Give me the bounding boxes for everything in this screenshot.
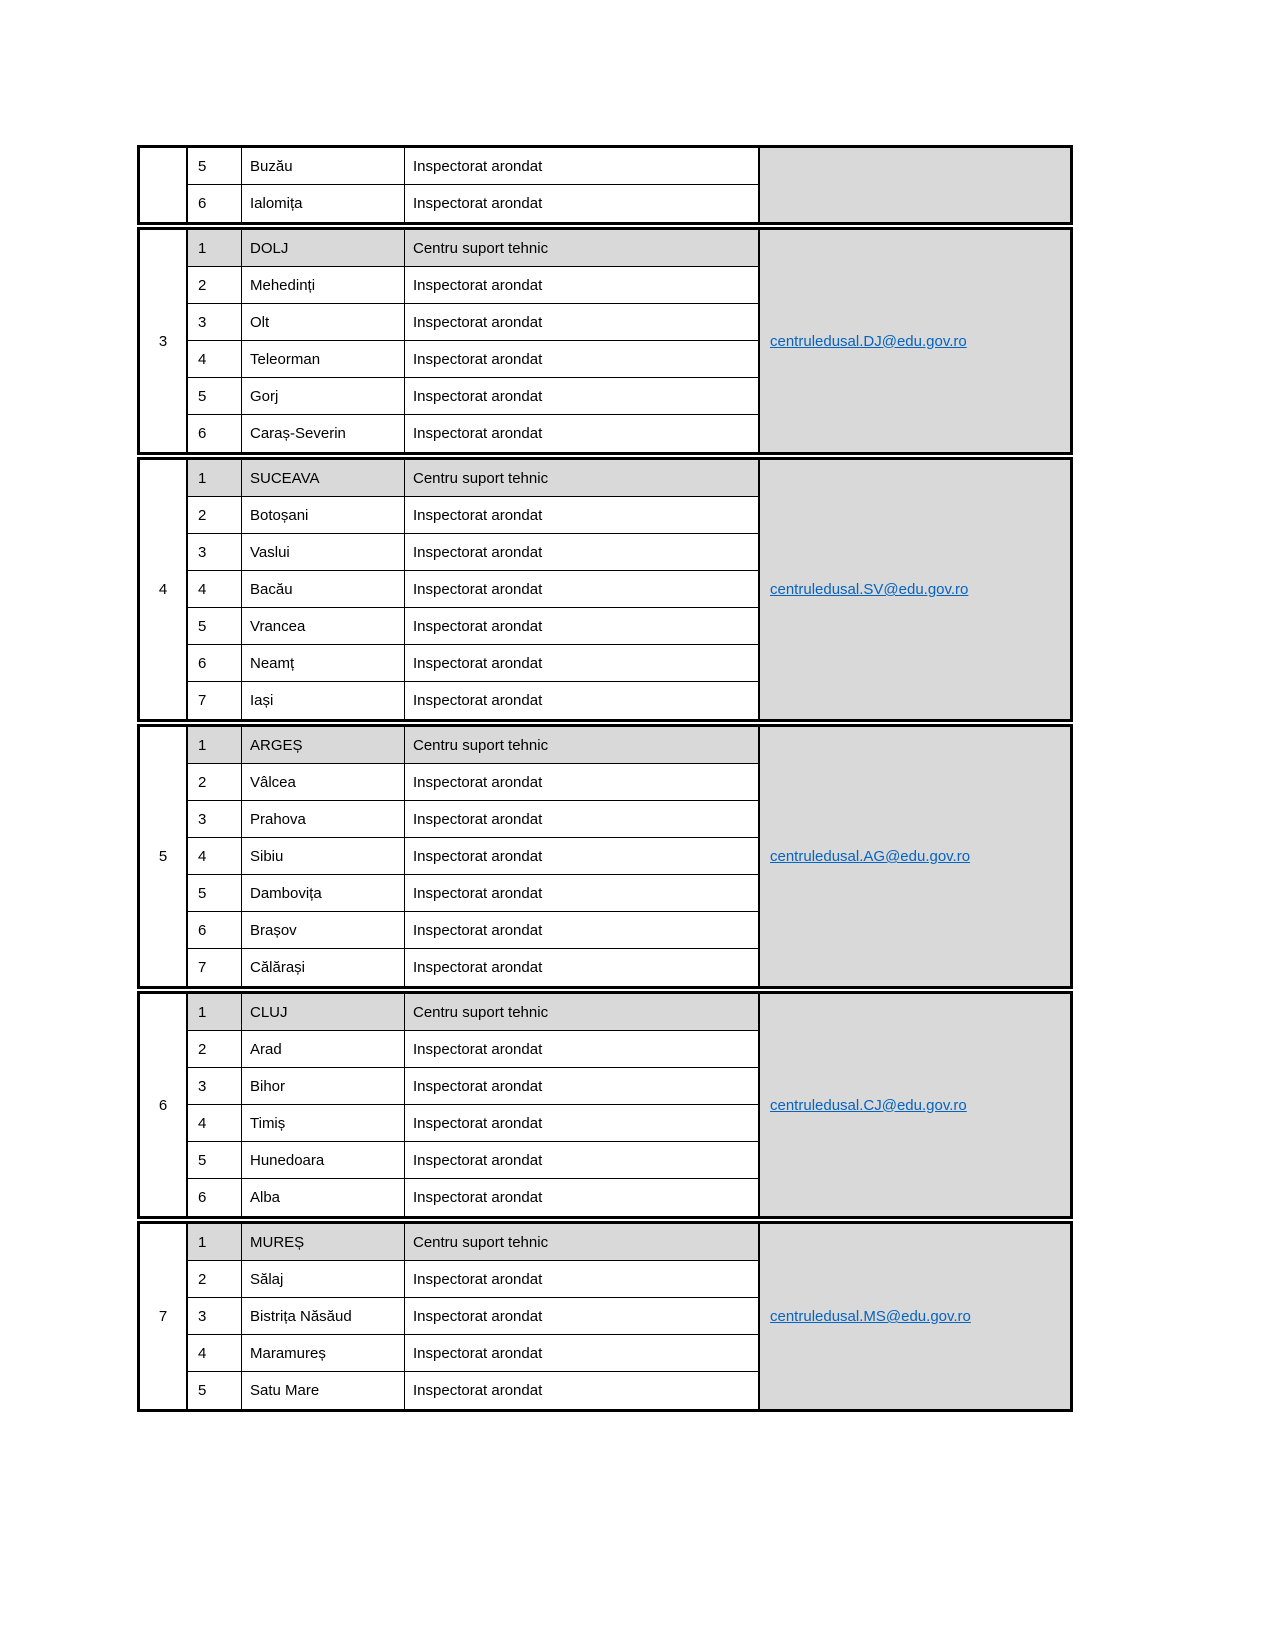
row-index: 4 [188, 341, 242, 377]
county-group [137, 145, 1073, 225]
table-row [188, 1224, 758, 1261]
role-label: Inspectorat arondat [413, 313, 543, 331]
table-row [188, 682, 758, 719]
rows-container [188, 1224, 758, 1409]
role-label: Inspectorat arondat [413, 580, 543, 598]
row-index: 1 [188, 1224, 242, 1260]
table-row [188, 1298, 758, 1335]
county-name: Buzău [242, 148, 405, 184]
county-name: MUREȘ [242, 1224, 405, 1260]
table-row [188, 1179, 758, 1216]
role-label: Inspectorat arondat [413, 195, 543, 212]
county-name: Ialomița [242, 185, 405, 222]
rows-container [188, 460, 758, 719]
role-label: Inspectorat arondat [413, 425, 543, 442]
email-cell [758, 994, 1070, 1216]
role-label: Inspectorat arondat [413, 1307, 543, 1325]
row-index: 6 [188, 912, 242, 948]
email-link[interactable]: centruledusal.SV@edu.gov.ro [770, 581, 969, 598]
county-name: ARGEȘ [242, 727, 405, 763]
row-index: 4 [188, 838, 242, 874]
county-name: Timiș [242, 1105, 405, 1141]
role-label: Inspectorat arondat [413, 1114, 543, 1132]
row-index: 5 [188, 148, 242, 184]
role-label: Centru suport tehnic [405, 230, 758, 266]
role-label: Inspectorat arondat [413, 847, 543, 865]
group-number: 7 [140, 1224, 188, 1409]
county-name: Gorj [242, 378, 405, 414]
group-number: 3 [140, 230, 188, 452]
group-number: 4 [140, 460, 188, 719]
role-label: Inspectorat arondat [413, 959, 543, 976]
county-name: Vaslui [242, 534, 405, 570]
county-name: Olt [242, 304, 405, 340]
table-row [188, 571, 758, 608]
county-name: Dambovița [242, 875, 405, 911]
row-index: 1 [188, 994, 242, 1030]
table-row [188, 801, 758, 838]
row-index: 5 [188, 1372, 242, 1409]
county-name: Caraș-Severin [242, 415, 405, 452]
table-row [188, 1031, 758, 1068]
role-label: Inspectorat arondat [413, 654, 543, 672]
row-index: 7 [188, 682, 242, 719]
county-name: Botoșani [242, 497, 405, 533]
row-index: 3 [188, 1068, 242, 1104]
table-row [188, 341, 758, 378]
row-index: 3 [188, 1298, 242, 1334]
table-row [188, 267, 758, 304]
email-cell [758, 230, 1070, 452]
county-name: Hunedoara [242, 1142, 405, 1178]
county-name: Mehedinți [242, 267, 405, 303]
row-index: 1 [188, 460, 242, 496]
county-group [137, 457, 1073, 722]
county-name: Arad [242, 1031, 405, 1067]
role-label: Inspectorat arondat [413, 773, 543, 791]
table-row [188, 838, 758, 875]
row-index: 2 [188, 1031, 242, 1067]
email-link[interactable]: centruledusal.DJ@edu.gov.ro [770, 332, 967, 350]
group-number [140, 148, 188, 222]
county-name: Satu Mare [242, 1372, 405, 1409]
role-label: Inspectorat arondat [413, 884, 543, 902]
table-row [188, 1105, 758, 1142]
role-label: Centru suport tehnic [405, 727, 758, 763]
role-label: Inspectorat arondat [413, 1189, 543, 1206]
role-label: Inspectorat arondat [413, 157, 543, 175]
county-name: DOLJ [242, 230, 405, 266]
role-label: Inspectorat arondat [413, 1382, 543, 1399]
row-index: 4 [188, 571, 242, 607]
row-index: 1 [188, 727, 242, 763]
table-row [188, 645, 758, 682]
county-group [137, 724, 1073, 989]
county-name: Maramureș [242, 1335, 405, 1371]
role-label: Centru suport tehnic [405, 1224, 758, 1260]
county-group [137, 991, 1073, 1219]
role-label: Inspectorat arondat [413, 543, 543, 561]
county-name: Prahova [242, 801, 405, 837]
row-index: 7 [188, 949, 242, 986]
row-index: 3 [188, 534, 242, 570]
table-row [188, 608, 758, 645]
county-name: CLUJ [242, 994, 405, 1030]
county-name: Vrancea [242, 608, 405, 644]
table-row [188, 378, 758, 415]
role-label: Centru suport tehnic [405, 460, 758, 496]
role-label: Inspectorat arondat [413, 921, 543, 939]
table-row [188, 497, 758, 534]
role-label: Inspectorat arondat [413, 1077, 543, 1095]
row-index: 2 [188, 764, 242, 800]
table-row [188, 185, 758, 222]
role-label: Centru suport tehnic [405, 994, 758, 1030]
role-label: Inspectorat arondat [413, 617, 543, 635]
county-name: Bihor [242, 1068, 405, 1104]
role-label: Inspectorat arondat [413, 387, 543, 405]
county-name: Bistrița Năsăud [242, 1298, 405, 1334]
table-row [188, 1261, 758, 1298]
row-index: 5 [188, 1142, 242, 1178]
county-group [137, 1221, 1073, 1412]
row-index: 4 [188, 1105, 242, 1141]
county-name: Sălaj [242, 1261, 405, 1297]
county-name: Vâlcea [242, 764, 405, 800]
rows-container [188, 994, 758, 1216]
table-row [188, 534, 758, 571]
row-index: 3 [188, 801, 242, 837]
email-link[interactable]: centruledusal.CJ@edu.gov.ro [770, 1096, 967, 1114]
support-centers-table [137, 145, 1073, 1414]
table-row [188, 1068, 758, 1105]
table-row [188, 994, 758, 1031]
row-index: 6 [188, 185, 242, 222]
county-name: Alba [242, 1179, 405, 1216]
email-cell [758, 727, 1070, 986]
rows-container [188, 230, 758, 452]
row-index: 4 [188, 1335, 242, 1371]
table-row [188, 304, 758, 341]
row-index: 5 [188, 608, 242, 644]
county-name: Bacău [242, 571, 405, 607]
role-label: Inspectorat arondat [413, 1151, 543, 1169]
row-index: 6 [188, 1179, 242, 1216]
county-name: Teleorman [242, 341, 405, 377]
county-name: SUCEAVA [242, 460, 405, 496]
table-row [188, 949, 758, 986]
group-number: 6 [140, 994, 188, 1216]
row-index: 6 [188, 415, 242, 452]
table-row [188, 727, 758, 764]
role-label: Inspectorat arondat [413, 1040, 543, 1058]
table-row [188, 415, 758, 452]
row-index: 6 [188, 645, 242, 681]
table-row [188, 1372, 758, 1409]
county-name: Sibiu [242, 838, 405, 874]
role-label: Inspectorat arondat [413, 810, 543, 828]
county-name: Neamț [242, 645, 405, 681]
table-row [188, 875, 758, 912]
table-row [188, 1335, 758, 1372]
table-row [188, 148, 758, 185]
county-group [137, 227, 1073, 455]
role-label: Inspectorat arondat [413, 276, 543, 294]
email-link[interactable]: centruledusal.MS@edu.gov.ro [770, 1308, 971, 1325]
row-index: 3 [188, 304, 242, 340]
role-label: Inspectorat arondat [413, 692, 543, 709]
table-row [188, 460, 758, 497]
county-name: Iași [242, 682, 405, 719]
email-cell [758, 1224, 1070, 1409]
table-row [188, 912, 758, 949]
table-row [188, 230, 758, 267]
row-index: 2 [188, 1261, 242, 1297]
role-label: Inspectorat arondat [413, 350, 543, 368]
county-name: Călărași [242, 949, 405, 986]
rows-container [188, 727, 758, 986]
role-label: Inspectorat arondat [413, 1344, 543, 1362]
row-index: 5 [188, 875, 242, 911]
county-name: Brașov [242, 912, 405, 948]
rows-container [188, 148, 758, 222]
row-index: 1 [188, 230, 242, 266]
email-link[interactable]: centruledusal.AG@edu.gov.ro [770, 848, 971, 865]
role-label: Inspectorat arondat [413, 506, 543, 524]
row-index: 5 [188, 378, 242, 414]
row-index: 2 [188, 267, 242, 303]
table-row [188, 764, 758, 801]
email-cell [758, 460, 1070, 719]
table-row [188, 1142, 758, 1179]
row-index: 2 [188, 497, 242, 533]
role-label: Inspectorat arondat [413, 1270, 543, 1288]
email-cell [758, 148, 1070, 222]
group-number: 5 [140, 727, 188, 986]
